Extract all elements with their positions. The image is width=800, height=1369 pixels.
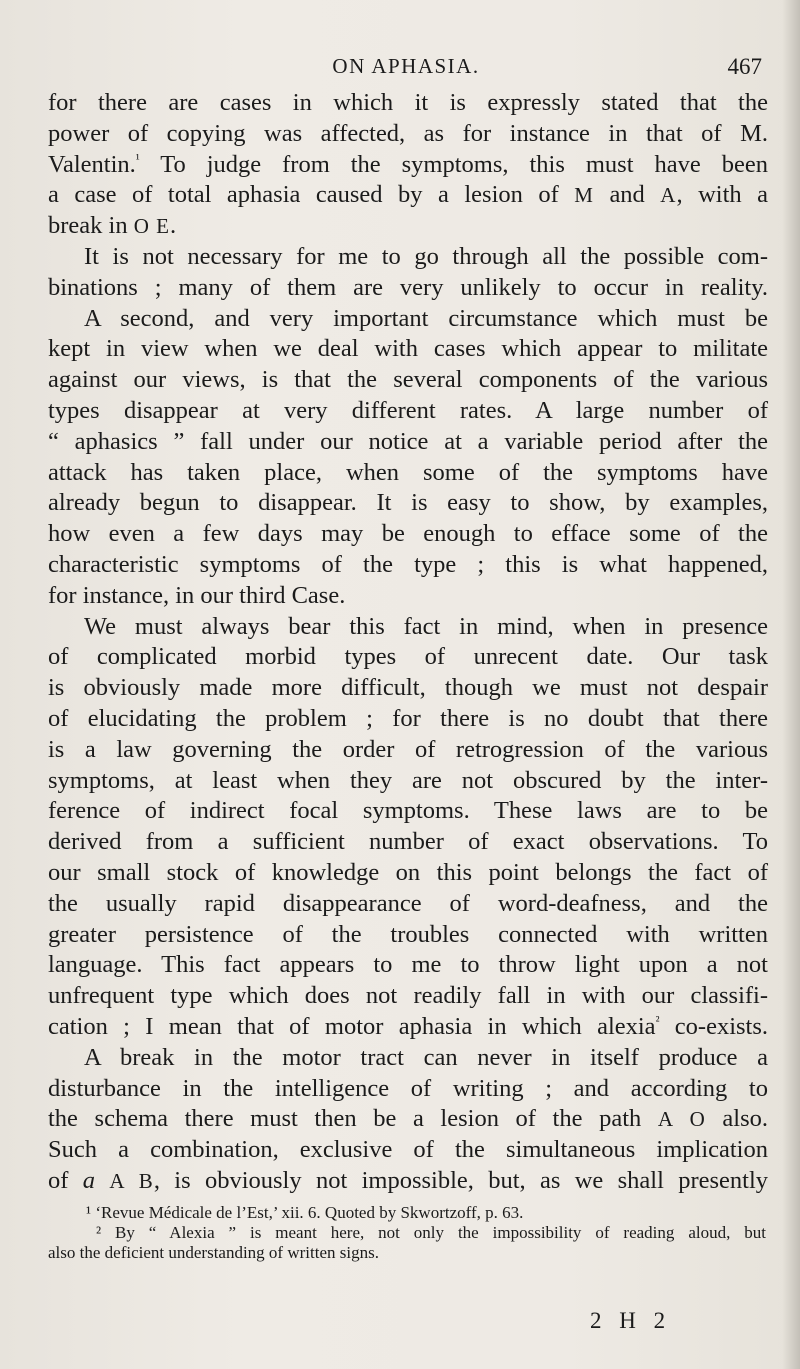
footnotes — [48, 1203, 766, 1263]
text-line: ference of indirect focal symptoms. These laws are to be — [48, 797, 768, 825]
text-line: Such a combination, exclusive of the simultaneous implication — [48, 1136, 768, 1164]
italic-letter: a — [82, 1166, 95, 1194]
text-line: how even a few days may be enough to efface some of the — [48, 520, 768, 548]
paragraph-4 — [48, 612, 768, 1043]
text-run: , with a — [676, 181, 768, 209]
text-line: A break in the motor tract can never in itself produce a — [84, 1043, 768, 1071]
text-line: We must always bear this fact in mind, when in presence — [84, 612, 768, 640]
text-line: is obviously made more difficult, though we must not despair — [48, 674, 768, 702]
text-line: for there are cases in which it is expressly stated that the — [48, 89, 768, 116]
text-line — [48, 1104, 768, 1135]
text-line: the usually rapid disappearance of word-deafness, and the — [48, 889, 768, 917]
small-caps-letter: O E — [133, 214, 170, 239]
paragraph-5 — [48, 1043, 768, 1197]
small-caps-letter: M — [574, 183, 594, 208]
text-line — [48, 211, 768, 242]
text-line: for instance, in our third Case. — [48, 581, 346, 609]
text-line: power of copying was affected, as for instance in that of M. — [48, 119, 768, 147]
text-line: greater persistence of the troubles connected with written — [48, 920, 768, 948]
text-run: . — [169, 212, 177, 240]
text-line: It is not necessary for me to go through all the possible com- — [84, 242, 768, 270]
text-line — [48, 1166, 768, 1197]
text-line: derived from a sufficient number of exact observations. To — [48, 828, 768, 856]
text-run: of — [48, 1166, 83, 1194]
paragraph-3 — [48, 304, 768, 612]
small-caps-letter: A — [660, 183, 677, 208]
text-line — [48, 180, 768, 211]
text-run: a case of total aphasia caused by a lesion of — [48, 181, 575, 209]
text-line: unfrequent type which does not readily fall in with our classifi- — [48, 982, 768, 1010]
paragraph-1 — [48, 88, 768, 242]
text-line: language. This fact appears to me to throw light upon a not — [48, 951, 768, 979]
body-text — [48, 88, 768, 1197]
text-run: the schema there must then be a lesion of the path — [48, 1105, 658, 1133]
text-run: To judge from the symptoms, this must have been — [139, 150, 768, 178]
text-run: break in — [48, 212, 134, 240]
text-line: disturbance in the intelligence of writing ; and according to — [48, 1074, 768, 1102]
text-line: is a law governing the order of retrogression of the various — [48, 735, 768, 763]
small-caps-letter: A O — [657, 1107, 706, 1132]
text-line: against our views, is that the several components of the various — [48, 366, 768, 394]
footnote-marker: ² — [655, 1012, 660, 1028]
text-line: types disappear at very different rates. A large number of — [48, 396, 768, 424]
text-run: , is obviously not impossible, but, as we shall presently — [153, 1166, 769, 1194]
text-line: characteristic symptoms of the type ; this is what happened, — [48, 550, 768, 578]
page-number: 467 — [727, 54, 762, 79]
paragraph-2 — [48, 242, 768, 304]
text-run — [95, 1167, 109, 1194]
footnote-2-continued: also the deficient understanding of written signs. — [48, 1243, 379, 1262]
text-run: also. — [705, 1105, 768, 1133]
small-caps-letter: A B — [109, 1168, 154, 1193]
text-line — [48, 150, 768, 181]
text-line: “ aphasics ” fall under our notice at a variable period after the — [48, 427, 768, 455]
text-run: Valentin. — [48, 150, 136, 178]
page-header — [50, 48, 762, 88]
footnote-2: ² By “ Alexia ” is meant here, not only the impossibility of reading aloud, but — [96, 1223, 766, 1242]
text-line: our small stock of knowledge on this point belongs the fact of — [48, 858, 768, 886]
text-run: co-exists. — [659, 1012, 768, 1040]
text-line — [48, 1012, 768, 1043]
footnote-marker: ¹ — [135, 150, 140, 166]
running-title: ON APHASIA. — [332, 54, 480, 78]
text-line: A second, and very important circumstance which must be — [84, 304, 768, 332]
text-line: symptoms, at least when they are not obscured by the inter- — [48, 766, 768, 794]
text-line: attack has taken place, when some of the symptoms have — [48, 458, 768, 486]
text-run: cation ; I mean that of motor aphasia in which alexia — [48, 1012, 656, 1040]
page-edge-shadow — [782, 0, 800, 1369]
text-line: already begun to disappear. It is easy to show, by examples, — [48, 489, 768, 517]
footnote-1: ¹ ‘Revue Médicale de l’Est,’ xii. 6. Quoted by Skwortzoff, p. 63. — [86, 1203, 524, 1222]
text-run: and — [593, 181, 661, 209]
text-line: of complicated morbid types of unrecent date. Our task — [48, 643, 768, 671]
signature-mark: 2 H 2 — [590, 1308, 672, 1333]
text-line: of elucidating the problem ; for there is no doubt that there — [48, 704, 768, 732]
text-line: binations ; many of them are very unlikely to occur in reality. — [48, 273, 768, 301]
text-line: kept in view when we deal with cases which appear to militate — [48, 335, 768, 363]
